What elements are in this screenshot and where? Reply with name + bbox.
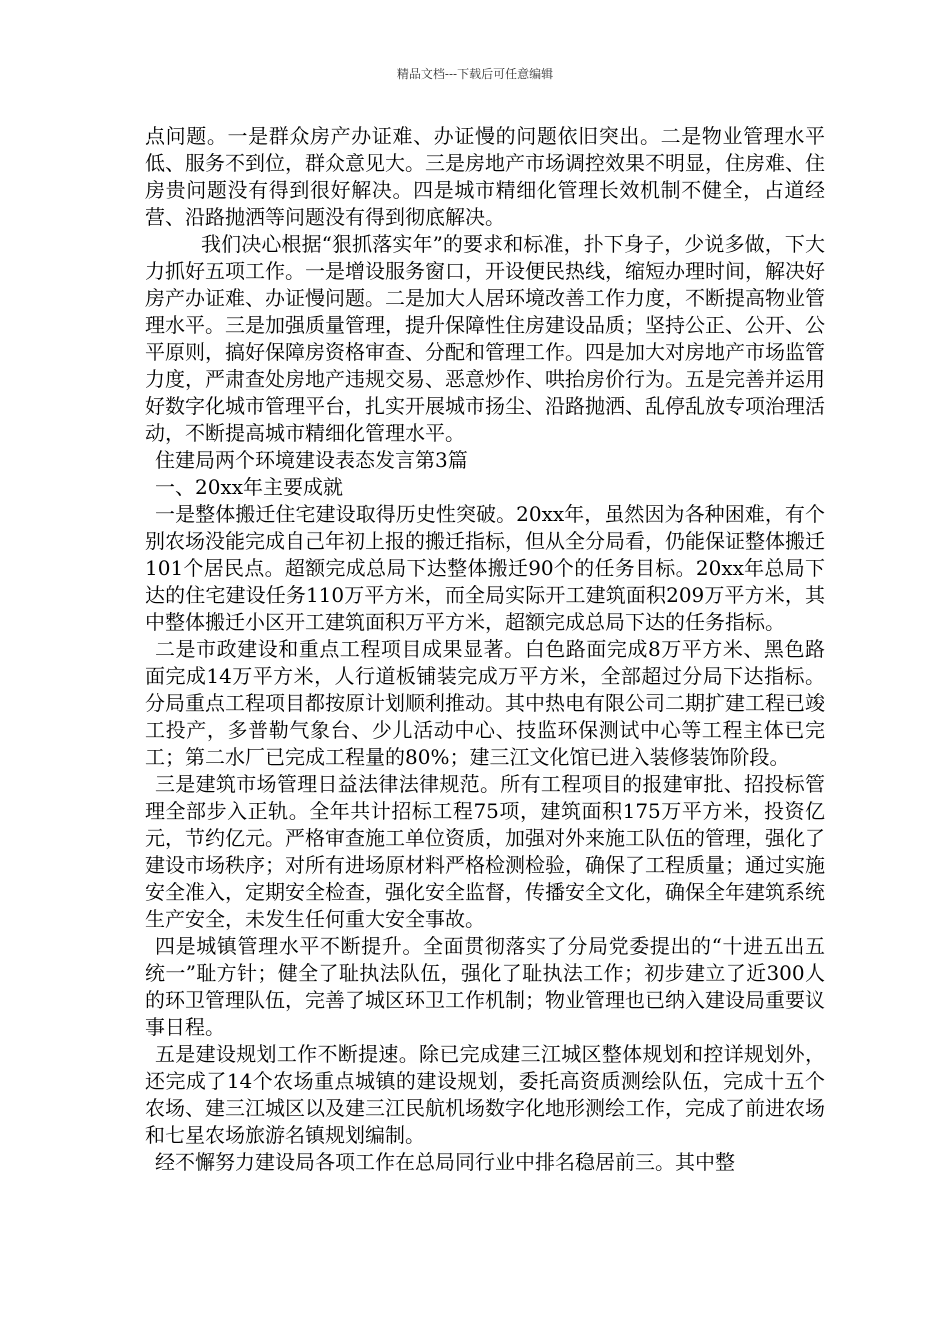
paragraph-planning: 五是建设规划工作不断提速。除已完成建三江城区整体规划和控详规划外，还完成了14个农场重点城镇的建设规划，委托高资质测绘队伍，完成十五个农场、建三江城区以及建三江民航机场数字化地形测绘工作，完成了前进农场和七星农场旅游名镇规划编制。: [145, 1042, 825, 1147]
paragraph-relocation: 一是整体搬迁住宅建设取得历史性突破。20xx年，虽然因为各种困难，有个别农场没能完成自己年初上报的搬迁指标，但从全分局看，仍能保证整体搬迁101个居民点。超额完成总局下达整体搬迁90个的任务目标。20xx年总局下达的住宅建设任务110万平方米，而全局实际开工建筑面积209万平方米，其中整体搬迁小区开工建筑面积万平方米，超额完成总局下达的任务指标。: [145, 502, 825, 634]
paragraph-market: 三是建筑市场管理日益法律法律规范。所有工程项目的报建审批、招投标管理全部步入正轨。全年共计招标工程75项，建筑面积175万平方米，投资亿元，节约亿元。严格审查施工单位资质，加强对外来施工队伍的管理，强化了建设市场秩序；对所有进场原材料严格检测检验，确保了工程质量；通过实施安全准入，定期安全检查，强化安全监督，传播安全文化，确保全年建筑系统生产安全，未发生任何重大安全事故。: [145, 772, 825, 931]
page-header: 精品文档---下载后可任意编辑: [396, 67, 554, 81]
paragraph-town-management: 四是城镇管理水平不断提升。全面贯彻落实了分局党委提出的“十进五出五统一”耻方针；健全了耻执法队伍，强化了耻执法工作；初步建立了近300人的环卫管理队伍，完善了城区环卫工作机制；物业管理也已纳入建设局重要议事日程。: [145, 934, 825, 1039]
paragraph-municipal: 二是市政建设和重点工程项目成果显著。白色路面完成8万平方米、黑色路面完成14万平方米，人行道板铺装完成万平方米，全部超过分局下达指标。分局重点工程项目都按原计划顺利推动。其中热电有限公司二期扩建工程已竣工投产，多普勒气象台、少儿活动中心、技监环保测试中心等工程主体已完工；第二水厂已完成工程量的80%；建三江文化馆已进入装修装饰阶段。: [145, 637, 825, 769]
paragraph-commitment: 我们决心根据“狠抓落实年”的要求和标准，扑下身子，少说多做，下大力抓好五项工作。一是增设服务窗口，开设便民热线，缩短办理时间，解决好房产办证难、办证慢问题。二是加大人居环境改善工作力度，不断提高物业管理水平。三是加强质量管理，提升保障性住房建设品质；坚持公正、公开、公平原则，搞好保障房资格审查、分配和管理工作。四是加大对房地产市场监管力度，严肃查处房地产违规交易、恶意炒作、哄抬房价行为。五是完善并运用好数字化城市管理平台，扎实开展城市扬尘、沿路抛洒、乱停乱放专项治理活动，不断提高城市精细化管理水平。: [145, 232, 825, 445]
document-body: [145, 123, 825, 1176]
section-title: 住建局两个环境建设表态发言第3篇: [155, 448, 468, 472]
paragraph-issues: 点问题。一是群众房产办证难、办证慢的问题依旧突出。二是物业管理水平低、服务不到位，群众意见大。三是房地产市场调控效果不明显，住房难、住房贵问题没有得到很好解决。四是城市精细化管理长效机制不健全，占道经营、沿路抛洒等问题没有得到彻底解决。: [145, 124, 825, 229]
section-heading-achievements: 一、20xx年主要成就: [155, 475, 344, 499]
paragraph-ranking: 经不懈努力建设局各项工作在总局同行业中排名稳居前三。其中整: [155, 1150, 735, 1174]
